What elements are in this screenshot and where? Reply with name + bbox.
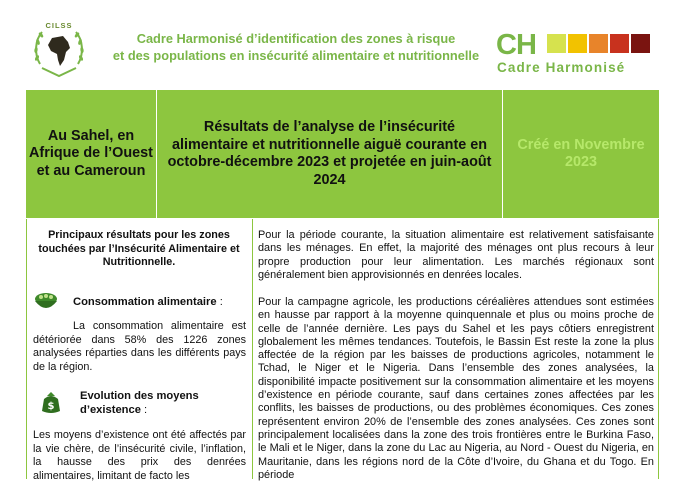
header-title-line2: et des populations en insécurité alimentaire et nutritionnelle (112, 48, 480, 63)
moyens-title: Evolution des moyens d’existence (80, 390, 199, 416)
phase-1-square (547, 34, 566, 53)
banner-title: Résultats de l’analyse de l’insécurité alimentaire et nutritionnelle aiguë courante en octobre-décembre 2023 et projetée en juin-août 2024 (167, 119, 492, 188)
header-title (100, 30, 492, 64)
svg-text:$: $ (47, 401, 55, 412)
key-results-column (26, 219, 252, 482)
cilss-logo-text: CILSS (45, 21, 73, 30)
page-header (0, 0, 690, 88)
moyens-section-title (80, 389, 240, 417)
cilss-logo (30, 18, 88, 80)
phase-4-square (610, 34, 629, 53)
phase-3-square (589, 34, 608, 53)
consommation-text: La consommation alimentaire est détériorée dans 58% des 1226 zones analysées réparties dans les différents pays de la région. (33, 320, 246, 373)
header-title-line1: Cadre Harmonisé d’identification des zones à risque (136, 31, 456, 46)
consommation-title-colon: : (216, 296, 223, 308)
livelihood-money-icon (38, 391, 64, 413)
paragraph-agricultural-campaign: Pour la campagne agricole, les productions céréalières attendues sont estimées en hausse par rapport à la moyenne quinquennale et plus ou moins proche de celle de l’année dernière. Les pays du Sahel et les pays côtiers enregistrent globalement les mêmes tendances. Toutefois, le Bassin Est reste la zone la plus affectée de la région par les baisses de productions agricoles, notamment le Tchad, le Niger et le Nigeria. Dans l’ensemble des zones analysées, la disponibilité impacte positivement sur la consommation alimentaire et les moyens d’existence en période courante, sauf dans certaines zones affectées par les conflits, les baisses de productions, ou des problèmes économiques. Ces zones représentent environ 20% de l’ensemble des zones analysées. Ces zones sont principalement localisées dans la zone des trois frontières entre le Burkina Faso, le Mali et le Niger, dans la zone du Lac au Nigeria, au Nord - Ouest du Nigeria, en Mauritanie, dans les régions nord de la Côte d’Ivoire, du Ghana et du Togo. En période (258, 296, 654, 481)
key-results-heading: Principaux résultats pour les zones touchées par l’Insécurité Alimentaire et Nutritionnelle. (38, 229, 240, 268)
analysis-column (253, 219, 659, 479)
phase-2-square (568, 34, 587, 53)
moyens-title-colon: : (140, 404, 148, 416)
consommation-title: Consommation alimentaire (73, 296, 217, 308)
banner-region: Au Sahel, en Afrique de l’Ouest et au Cameroun (29, 127, 153, 179)
food-bowl-icon (33, 291, 59, 313)
phase-5-square (631, 34, 650, 53)
ch-logo-subtitle: Cadre Harmonisé (497, 60, 626, 75)
ch-logo-letters: CH (496, 29, 536, 61)
banner-created-date: Créé en Novembre 2023 (517, 136, 645, 170)
ch-logo (496, 28, 656, 78)
paragraph-current-period: Pour la période courante, la situation alimentaire est relativement satisfaisante dans les ménages. En effet, la majorité des ménages ont plus recours à leur propre production pour leur alimentation. Les marchés régionaux sont généralement bien approvisionnés en denrées locales. (258, 229, 654, 281)
consommation-section-title (73, 295, 248, 309)
title-banner (26, 90, 659, 218)
moyens-text: Les moyens d’existence ont été affectés par la vie chère, de l’insécurité civile, l’inflation, la hausse des prix des denrées alimentaires, limitant de facto les (33, 429, 246, 482)
